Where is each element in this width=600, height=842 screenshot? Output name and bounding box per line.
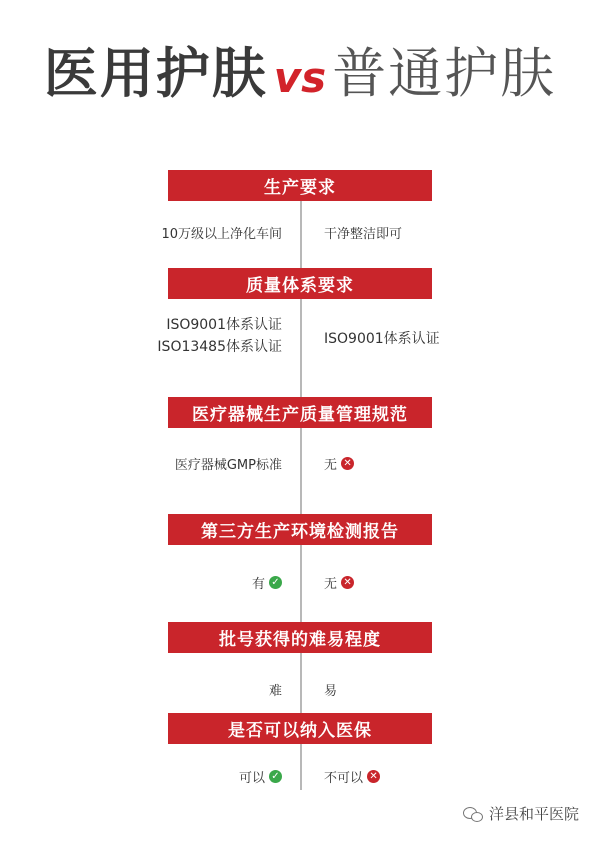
left-value-batch	[269, 679, 282, 699]
left-text: 医疗器械GMP标准	[174, 457, 282, 473]
page-title	[0, 38, 600, 108]
cross-icon: ✕	[341, 576, 354, 589]
title-vs: vs	[273, 53, 327, 102]
section-header-gmp: 医疗器械生产质量管理规范	[168, 397, 432, 428]
right-value-batch	[324, 679, 337, 699]
right-value-quality	[324, 328, 440, 348]
cross-icon: ✕	[367, 770, 380, 783]
title-part1: 医用护肤	[43, 42, 268, 105]
right-text: 干净整洁即可	[324, 226, 403, 242]
right-value-production	[324, 222, 402, 242]
check-icon: ✓	[269, 770, 282, 783]
left-text-line1: ISO9001体系认证	[166, 317, 282, 333]
wechat-icon	[463, 806, 483, 822]
left-value-report	[252, 572, 282, 592]
cross-icon: ✕	[341, 457, 354, 470]
right-text: 不可以	[324, 770, 364, 786]
section-header-insurance: 是否可以纳入医保	[168, 713, 432, 744]
section-header-batch: 批号获得的难易程度	[168, 622, 432, 653]
left-value-insurance	[239, 766, 282, 786]
left-value-production	[161, 222, 282, 242]
right-value-insurance	[324, 766, 380, 786]
section-header-production: 生产要求	[168, 170, 432, 201]
right-value-report	[324, 572, 354, 592]
right-text: 无	[324, 457, 338, 473]
right-text: 无	[324, 576, 338, 592]
right-value-gmp	[324, 453, 354, 473]
wechat-watermark	[463, 803, 579, 824]
section-header-quality: 质量体系要求	[168, 268, 432, 299]
watermark-text: 洋县和平医院	[489, 805, 580, 823]
left-value-quality	[157, 314, 282, 358]
left-text: 难	[268, 683, 282, 699]
left-text: 可以	[238, 770, 265, 786]
left-text: 有	[251, 576, 265, 592]
left-text: 10万级以上净化车间	[161, 226, 282, 242]
right-text: 易	[324, 683, 338, 699]
left-value-gmp	[175, 453, 282, 473]
right-text: ISO9001体系认证	[324, 331, 440, 347]
check-icon: ✓	[269, 576, 282, 589]
section-header-report: 第三方生产环境检测报告	[168, 514, 432, 545]
title-part2: 普通护肤	[332, 42, 557, 105]
left-text-line2: ISO13485体系认证	[157, 339, 282, 355]
